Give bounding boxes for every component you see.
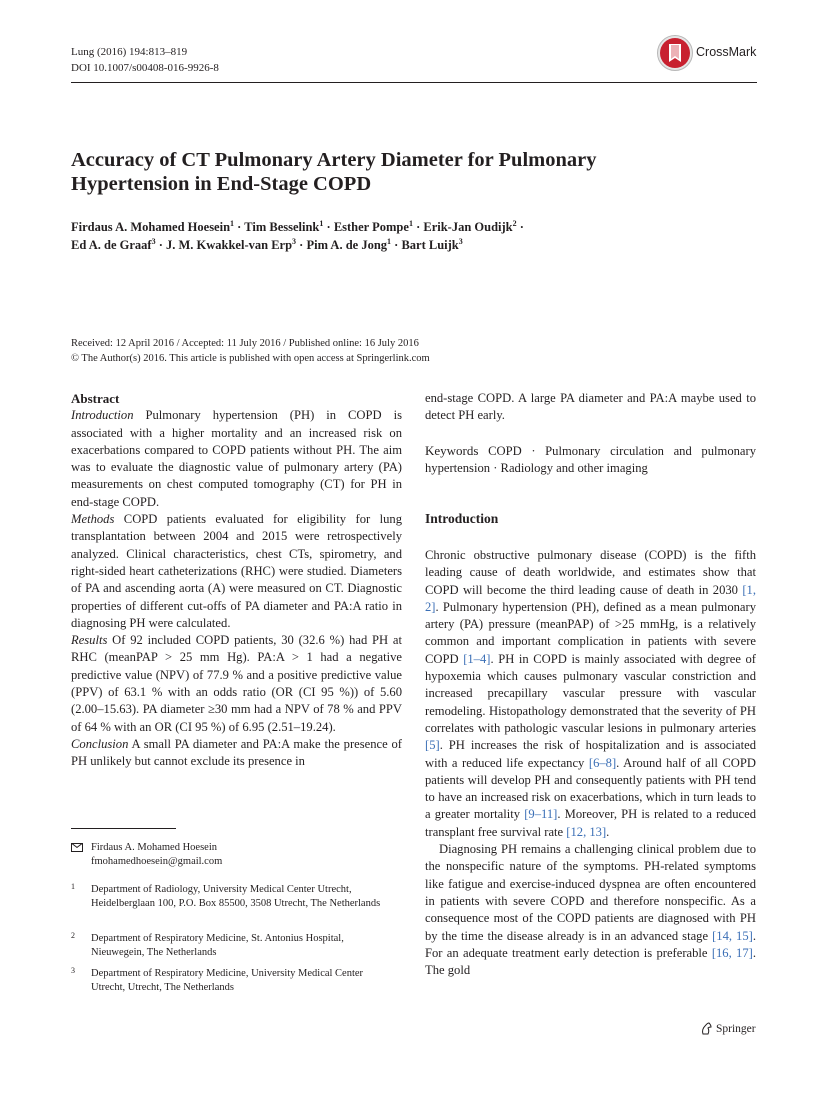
envelope-icon	[71, 843, 83, 852]
article-dates	[71, 337, 571, 366]
crossmark-label: CrossMark	[696, 45, 757, 59]
introduction-heading: Introduction	[425, 511, 499, 526]
author[interactable]: Esther Pompe$^1$	[333, 218, 413, 234]
introduction-paragraph-1	[425, 547, 756, 841]
keywords	[425, 442, 756, 478]
body-text: Diagnosing PH remains a challenging clinical problem due to the nonspecific nature of the symptoms. PH-related symptoms like fatigue and exercise-induced dyspnea are often encountered in patients with severe COPD and therefore nonspecific. As a consequence most of the COPD patients are diagnosed with PH by the time the disease already is in an advanced stage	[425, 842, 756, 943]
body-text: . Moreover, PH is related to a reduced transplant free survival rate	[425, 807, 756, 839]
body-text: . Around half of all COPD patients will develop PH and consequently patients with PH tend to have an increased risk on exacerbations, which in turn leads to a greater mortality	[425, 755, 756, 822]
reference-link[interactable]: [1, 2]	[425, 582, 756, 614]
author[interactable]: Ed A. de Graaf$^3$	[71, 236, 156, 252]
conclusion-text-right: end-stage COPD. A large PA diameter and PA:A maybe used to detect PH early.	[425, 391, 756, 423]
introduction-text: Pulmonary hypertension (PH) in COPD is associated with a higher mortality and an increased risk on exacerbations compared to COPD patients without PH. The aim was to evaluate the diagnostic value of pulmonary artery (PA) measurements on chest computed tomography (CT) for PH in end-stage COPD.	[71, 408, 402, 509]
author-list: Firdaus A. Mohamed Hoesein$^1$ · Tim Besselink$^1$ · Esther Pompe$^1$ · Erik-Jan Oudijk$^2$ · Ed A. de Graaf$^3$ · J. M. Kwakkel-van Erp$^3$ · Pim A. de Jong$^1$ · Bart Luijk$^3$	[71, 218, 524, 252]
reference-link[interactable]: [12, 13]	[566, 824, 607, 839]
conclusion-label: Conclusion	[71, 736, 129, 751]
results-text: Of 92 included COPD patients, 30 (32.6 %) had PH at RHC (meanPAP > 25 mm Hg). PA:A > 1 had a negative predictive value (NPV) of 77.9 % and a positive predictive value (PPV) of 63.1 % with an odds ratio (OR (CI 95 %)) of 5.60 (2.00–15.63). PA diameter ≥30 mm had a NPV of 78 % and PPV of 64 % with an OR (CI 95 %) of 6.95 (2.51–19.24).	[71, 633, 402, 734]
abstract	[71, 390, 402, 771]
abstract-heading: Abstract	[71, 391, 120, 406]
conclusion-text-left: A small PA diameter and PA:A make the presence of PH unlikely but cannot exclude its presence in	[71, 736, 402, 769]
body-text: . PH increases the risk of hospitalization and is associated with a reduced life expectancy	[425, 738, 756, 770]
abstract-introduction	[71, 407, 402, 511]
author[interactable]: Bart Luijk$^3$	[401, 236, 463, 252]
history-dates: Received: 12 April 2016 / Accepted: 11 July 2016 / Published online: 16 July 2016	[71, 338, 419, 349]
affiliation-number: 1	[71, 882, 75, 891]
journal-header	[71, 44, 219, 76]
author[interactable]: Tim Besselink$^1$	[244, 218, 324, 234]
body-text: . Pulmonary hypertension (PH), defined as a mean pulmonary artery (PA) pressure (meanPAP) of >25 mmHg, is a relatively common and important complication in patients with severe COPD	[425, 599, 756, 666]
abstract-methods	[71, 511, 402, 632]
introduction-body	[425, 547, 756, 979]
keywords-text: COPD · Pulmonary circulation and pulmonary hypertension · Radiology and other imaging	[425, 443, 756, 475]
reference-link[interactable]: [14, 15]	[712, 928, 753, 943]
abstract-results	[71, 632, 402, 736]
introduction-label: Introduction	[71, 408, 134, 423]
body-text: .	[606, 824, 610, 839]
correspondence	[71, 841, 401, 869]
reference-link[interactable]: [9–11]	[524, 807, 558, 822]
crossmark-badge[interactable]	[656, 34, 760, 74]
reference-link[interactable]: [1–4]	[463, 651, 491, 666]
affiliation-text: Department of Radiology, University Medical Center Utrecht, Heidelberglaan 100, P.O. Box 85500, 3508 Utrecht, The Netherlands	[91, 884, 381, 909]
body-text: Chronic obstructive pulmonary disease (COPD) is the fifth leading cause of death worldwide, and estimates show that COPD will become the third leading cause of death in 2030	[425, 548, 756, 597]
affiliation-number: 2	[71, 931, 75, 940]
author[interactable]: Erik-Jan Oudijk$^2$	[423, 218, 517, 234]
header-rule	[71, 82, 757, 83]
journal-citation: Lung (2016) 194:813–819	[71, 46, 188, 58]
affiliation-text: Department of Respiratory Medicine, University Medical Center Utrecht, Utrecht, The Netherlands	[91, 968, 364, 993]
springer-horse-icon	[700, 1022, 713, 1035]
affiliation-number: 3	[71, 966, 75, 975]
publisher-name: Springer	[716, 1023, 756, 1035]
author[interactable]: Pim A. de Jong$^1$	[306, 236, 392, 252]
correspondence-email[interactable]: fmohamedhoesein@gmail.com	[91, 856, 223, 867]
abstract-continued	[425, 390, 756, 477]
affiliation-text: Department of Respiratory Medicine, St. Antonius Hospital, Nieuwegein, The Netherlands	[91, 933, 344, 958]
methods-label: Methods	[71, 512, 115, 527]
introduction-paragraph-2	[425, 841, 756, 979]
reference-link[interactable]: [6–8]	[588, 755, 617, 770]
keywords-label: Keywords	[425, 442, 479, 458]
footnote-rule	[71, 828, 176, 829]
correspondence-name: Firdaus A. Mohamed Hoesein	[91, 842, 217, 853]
body-text: . The gold	[425, 945, 756, 978]
body-text: . For an adequate treatment early detection is preferable	[425, 928, 756, 960]
doi[interactable]: DOI 10.1007/s00408-016-9926-8	[71, 62, 219, 74]
reference-link[interactable]: [5]	[425, 738, 440, 753]
article-title: Accuracy of CT Pulmonary Artery Diameter for Pulmonary Hypertension in End-Stage COPD	[71, 149, 597, 195]
copyright-line: © The Author(s) 2016. This article is published with open access at Springerlink.com	[71, 352, 430, 364]
author[interactable]: Firdaus A. Mohamed Hoesein$^1$	[71, 218, 235, 234]
publisher-logo	[700, 1022, 756, 1035]
reference-link[interactable]: [16, 17]	[711, 945, 753, 960]
results-label: Results	[71, 633, 108, 648]
abstract-conclusion	[71, 736, 402, 771]
crossmark-icon	[656, 34, 694, 72]
author[interactable]: J. M. Kwakkel-van Erp$^3$	[165, 236, 297, 252]
body-text: . PH in COPD is mainly associated with degree of hypoxemia which causes pulmonary vascular constriction and increased precapillary vascular pressure with vascular remodeling. Histopathology demonstrated that the severity of PH correlates with pathologic vascular lesions in pulmonary arteries	[425, 651, 756, 735]
methods-text: COPD patients evaluated for eligibility for lung transplantation between 2004 and 2015 were retrospectively analyzed. Clinical characteristics, chest CTs, spirometry, and right-sided heart catheterizations (RHC) were studied. Diameters of PA and ascending aorta (A) were measured on CT. Diagnostic properties of different cut-offs of PA diameter and PA:A ratio in diagnosing PH were calculated.	[71, 512, 402, 630]
